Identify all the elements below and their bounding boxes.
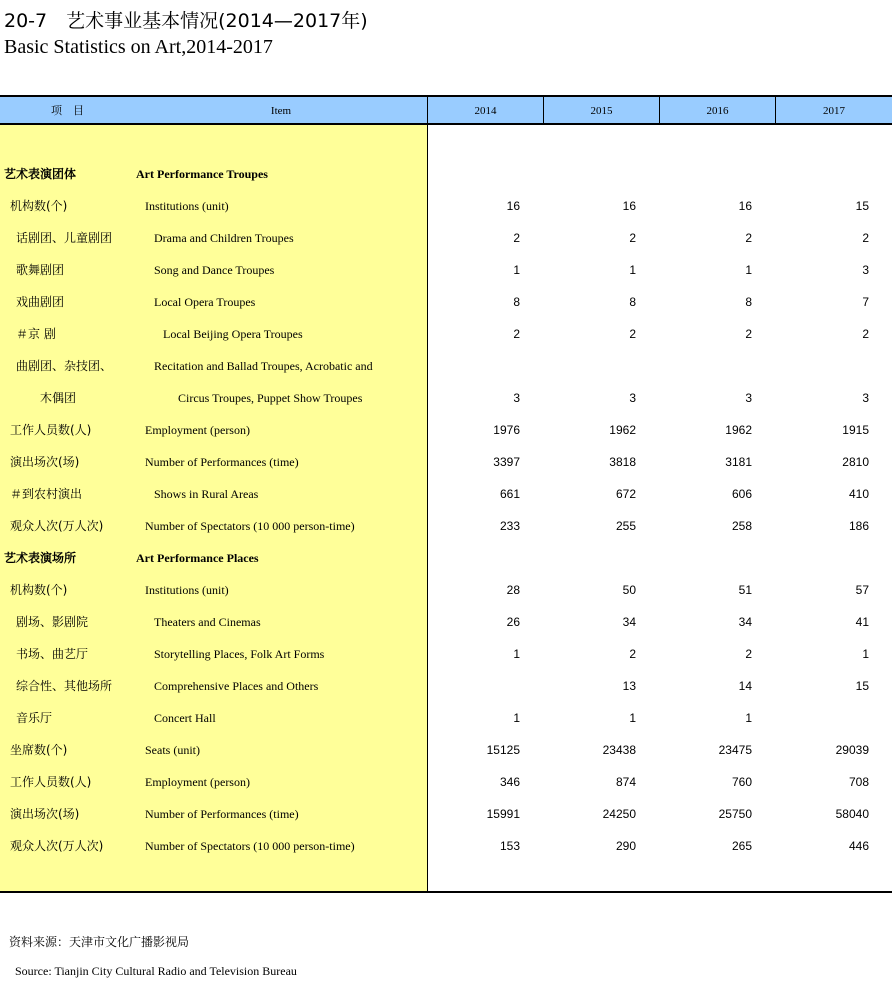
value-cell: 874 xyxy=(615,775,636,789)
value-cell: 3 xyxy=(513,391,520,405)
row-label-en: Local Opera Troupes xyxy=(154,295,256,309)
value-cell xyxy=(672,350,752,382)
header-item-cn: 项 目 xyxy=(51,105,84,117)
table-row xyxy=(0,734,892,766)
table-row xyxy=(0,446,892,478)
value-cell xyxy=(789,350,869,382)
table-row xyxy=(0,254,892,286)
row-label-en: Concert Hall xyxy=(154,711,216,725)
value-cell: 1 xyxy=(862,647,869,661)
table-row xyxy=(0,414,892,446)
value-cell xyxy=(556,542,636,574)
value-cell: 1 xyxy=(513,263,520,277)
row-label-cn: 艺术表演场所 xyxy=(4,551,77,565)
row-label-cn: 机构数(个) xyxy=(10,199,68,213)
value-cell xyxy=(672,542,752,574)
row-label-cn: 剧场、影剧院 xyxy=(16,615,89,629)
value-cell: 446 xyxy=(848,839,869,853)
value-cell: 58040 xyxy=(835,807,869,821)
row-label-cn: 工作人员数(人) xyxy=(10,775,92,789)
table-row xyxy=(0,606,892,638)
value-cell: 8 xyxy=(745,295,752,309)
value-cell xyxy=(789,542,869,574)
row-label-en: Employment (person) xyxy=(145,775,250,789)
row-label-cn: 书场、曲艺厅 xyxy=(16,647,89,661)
row-label-cn: 坐席数(个) xyxy=(10,743,68,757)
value-cell: 3818 xyxy=(609,455,636,469)
value-cell: 606 xyxy=(731,487,752,501)
value-cell xyxy=(789,158,869,190)
row-label-cn: 工作人员数(人) xyxy=(10,423,92,437)
value-cell: 57 xyxy=(855,583,869,597)
row-label-cn: ＃京 剧 xyxy=(16,327,56,341)
value-cell: 3 xyxy=(862,391,869,405)
header-year-2017: 2017 xyxy=(823,105,845,117)
table-row xyxy=(0,158,892,190)
value-cell: 29039 xyxy=(835,743,869,757)
value-cell: 661 xyxy=(499,487,520,501)
value-cell: 3 xyxy=(745,391,752,405)
row-label-en: Employment (person) xyxy=(145,423,250,437)
row-label-en: Recitation and Ballad Troupes, Acrobatic and xyxy=(154,359,373,373)
table-row xyxy=(0,222,892,254)
value-cell: 8 xyxy=(629,295,636,309)
value-cell: 760 xyxy=(731,775,752,789)
value-cell: 41 xyxy=(855,615,869,629)
header-year-2015: 2015 xyxy=(590,105,613,117)
value-cell: 186 xyxy=(848,519,869,533)
value-cell: 1 xyxy=(513,711,520,725)
row-label-cn: 戏曲剧团 xyxy=(16,295,65,309)
row-label-cn: 综合性、其他场所 xyxy=(16,679,113,693)
value-cell: 2 xyxy=(862,231,869,245)
table-row xyxy=(0,190,892,222)
table-header xyxy=(0,95,892,125)
row-label-en: Comprehensive Places and Others xyxy=(154,679,319,693)
value-cell: 2 xyxy=(513,231,520,245)
value-cell xyxy=(789,702,869,734)
table-row xyxy=(0,766,892,798)
value-cell: 1915 xyxy=(842,423,869,437)
row-label-en: Number of Spectators (10 000 person-time) xyxy=(145,519,355,533)
value-cell: 15 xyxy=(855,199,869,213)
table-row xyxy=(0,574,892,606)
row-label-en: Number of Performances (time) xyxy=(145,807,299,821)
value-cell: 8 xyxy=(513,295,520,309)
row-label-en: Institutions (unit) xyxy=(145,583,229,597)
row-label-cn: 观众人次(万人次) xyxy=(10,519,104,533)
row-label-cn: 话剧团、儿童剧团 xyxy=(16,231,113,245)
value-cell: 1962 xyxy=(725,423,752,437)
statistics-table xyxy=(0,95,892,893)
value-cell: 1 xyxy=(745,263,752,277)
value-cell: 672 xyxy=(615,487,636,501)
value-cell xyxy=(556,158,636,190)
row-label-cn: 观众人次(万人次) xyxy=(10,839,104,853)
value-cell: 258 xyxy=(731,519,752,533)
row-label-cn: 演出场次(场) xyxy=(10,807,80,821)
row-label-en: Local Beijing Opera Troupes xyxy=(163,327,303,341)
value-cell: 28 xyxy=(506,583,520,597)
value-cell: 290 xyxy=(615,839,636,853)
value-cell: 34 xyxy=(622,615,636,629)
header-year-2016: 2016 xyxy=(706,105,729,117)
value-cell xyxy=(672,158,752,190)
row-label-en: Number of Performances (time) xyxy=(145,455,299,469)
value-cell: 2 xyxy=(745,231,752,245)
table-row xyxy=(0,382,892,414)
page-title-en: Basic Statistics on Art,2014-2017 xyxy=(4,36,273,58)
row-label-en: Number of Spectators (10 000 person-time) xyxy=(145,839,355,853)
value-cell: 346 xyxy=(499,775,520,789)
value-cell: 708 xyxy=(848,775,869,789)
table-row xyxy=(0,638,892,670)
value-cell xyxy=(440,542,520,574)
source-note-en: Source: Tianjin City Cultural Radio and Television Bureau xyxy=(15,964,297,978)
value-cell: 2 xyxy=(862,327,869,341)
table-row xyxy=(0,510,892,542)
table-row xyxy=(0,830,892,862)
row-label-cn: 机构数(个) xyxy=(10,583,68,597)
value-cell: 255 xyxy=(615,519,636,533)
value-cell: 50 xyxy=(622,583,636,597)
value-cell: 16 xyxy=(506,199,520,213)
value-cell: 1962 xyxy=(609,423,636,437)
value-cell: 16 xyxy=(622,199,636,213)
row-label-cn: 演出场次(场) xyxy=(10,455,80,469)
value-cell: 2 xyxy=(745,327,752,341)
header-item-en: Item xyxy=(270,105,292,117)
row-label-cn: 艺术表演团体 xyxy=(4,167,77,181)
value-cell: 2810 xyxy=(842,455,869,469)
table-row xyxy=(0,702,892,734)
value-cell: 15 xyxy=(855,679,869,693)
table-row xyxy=(0,798,892,830)
value-cell: 23438 xyxy=(602,743,636,757)
table-row xyxy=(0,286,892,318)
value-cell: 1 xyxy=(629,263,636,277)
row-label-cn: 木偶团 xyxy=(40,391,77,405)
table-row xyxy=(0,670,892,702)
value-cell: 1 xyxy=(513,647,520,661)
value-cell: 3 xyxy=(629,391,636,405)
value-cell: 2 xyxy=(629,231,636,245)
value-cell: 3397 xyxy=(493,455,520,469)
value-cell: 233 xyxy=(499,519,520,533)
row-label-en: Theaters and Cinemas xyxy=(154,615,261,629)
row-label-en: Drama and Children Troupes xyxy=(154,231,294,245)
table-row xyxy=(0,318,892,350)
table-body xyxy=(0,125,892,893)
value-cell: 2 xyxy=(745,647,752,661)
value-cell: 26 xyxy=(506,615,520,629)
value-cell: 1 xyxy=(629,711,636,725)
row-label-cn: 曲剧团、杂技团、 xyxy=(16,359,113,373)
row-label-en: Storytelling Places, Folk Art Forms xyxy=(154,647,325,661)
value-cell: 2 xyxy=(629,647,636,661)
value-cell: 25750 xyxy=(718,807,752,821)
value-cell: 410 xyxy=(848,487,869,501)
row-label-en: Seats (unit) xyxy=(145,743,200,757)
value-cell: 24250 xyxy=(602,807,636,821)
value-cell: 1976 xyxy=(493,423,520,437)
table-row xyxy=(0,350,892,382)
row-label-en: Song and Dance Troupes xyxy=(154,263,275,277)
value-cell: 14 xyxy=(738,679,752,693)
value-cell: 3 xyxy=(862,263,869,277)
value-cell: 15125 xyxy=(486,743,520,757)
value-cell: 15991 xyxy=(486,807,520,821)
row-label-cn: 歌舞剧团 xyxy=(16,263,65,277)
row-label-cn: ＃到农村演出 xyxy=(10,487,83,501)
value-cell: 23475 xyxy=(718,743,752,757)
row-label-en: Circus Troupes, Puppet Show Troupes xyxy=(178,391,363,405)
value-cell: 51 xyxy=(738,583,752,597)
page-title-cn: 20-7 艺术事业基本情况(2014—2017年) xyxy=(4,10,368,32)
value-cell: 3181 xyxy=(725,455,752,469)
value-cell xyxy=(440,670,520,702)
source-note-cn: 资料来源：天津市文化广播影视局 xyxy=(9,935,190,949)
value-cell xyxy=(556,350,636,382)
value-cell: 16 xyxy=(738,199,752,213)
value-cell: 34 xyxy=(738,615,752,629)
value-cell: 153 xyxy=(499,839,520,853)
value-cell: 1 xyxy=(745,711,752,725)
header-year-2014: 2014 xyxy=(474,105,497,117)
value-cell xyxy=(440,350,520,382)
value-cell xyxy=(440,158,520,190)
table-row xyxy=(0,542,892,574)
value-cell: 7 xyxy=(862,295,869,309)
value-cell: 13 xyxy=(622,679,636,693)
row-label-en: Institutions (unit) xyxy=(145,199,229,213)
value-cell: 2 xyxy=(629,327,636,341)
row-label-en: Art Performance Troupes xyxy=(136,167,268,181)
row-label-en: Shows in Rural Areas xyxy=(154,487,259,501)
value-cell: 265 xyxy=(731,839,752,853)
row-label-en: Art Performance Places xyxy=(136,551,259,565)
row-label-cn: 音乐厅 xyxy=(16,711,53,725)
value-cell: 2 xyxy=(513,327,520,341)
table-row xyxy=(0,478,892,510)
